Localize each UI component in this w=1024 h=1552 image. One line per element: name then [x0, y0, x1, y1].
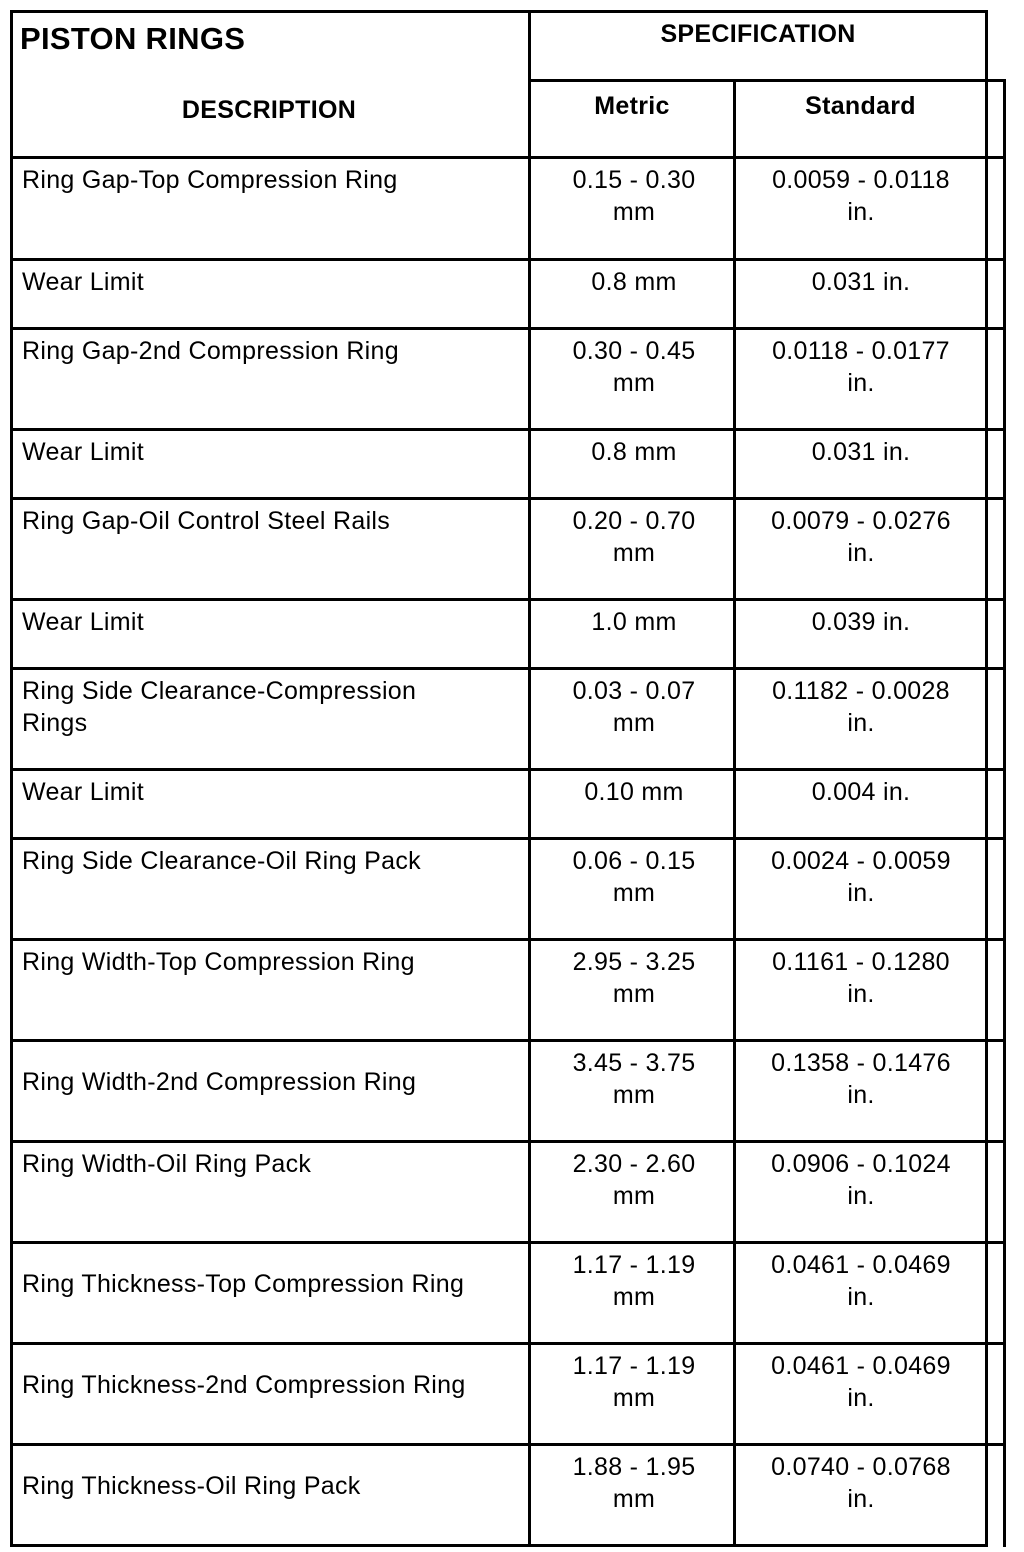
row-description: Ring Gap-Top Compression Ring — [22, 166, 398, 194]
row-standard-value: 0.039 in. — [811, 608, 911, 636]
row-metric-value: 0.15 - 0.30 mm — [572, 166, 696, 226]
table-border-right — [985, 10, 988, 1547]
row-metric-value: 2.30 - 2.60 mm — [572, 1150, 696, 1210]
table-border-bottom — [10, 1544, 988, 1547]
row-description: Wear Limit — [22, 438, 145, 466]
row-divider — [10, 768, 1006, 771]
row-divider — [10, 1443, 1006, 1446]
row-metric-value: 0.8 mm — [591, 268, 677, 296]
row-description: Ring Width-Oil Ring Pack — [22, 1150, 312, 1178]
row-description: Wear Limit — [22, 268, 145, 296]
column-divider-metric — [733, 80, 736, 1547]
row-metric-value: 0.30 - 0.45 mm — [572, 337, 696, 397]
row-divider — [10, 667, 1006, 670]
description-header: DESCRIPTION — [181, 96, 357, 124]
row-metric-value: 0.10 mm — [584, 778, 684, 806]
row-description: Ring Thickness-Oil Ring Pack — [22, 1472, 361, 1500]
row-divider — [10, 497, 1006, 500]
row-description: Ring Gap-2nd Compression Ring — [22, 337, 399, 365]
row-standard-value: 0.0461 - 0.0469 in. — [771, 1352, 951, 1412]
row-standard-value: 0.0740 - 0.0768 in. — [771, 1453, 951, 1513]
row-metric-value: 2.95 - 3.25 mm — [572, 948, 696, 1008]
row-metric-value: 1.0 mm — [591, 608, 677, 636]
row-metric-value: 1.88 - 1.95 mm — [572, 1453, 696, 1513]
row-description: Ring Thickness-Top Compression Ring — [22, 1270, 465, 1298]
row-standard-value: 0.0906 - 0.1024 in. — [771, 1150, 951, 1210]
column-divider-description — [528, 10, 531, 1547]
table-border-left — [10, 10, 13, 1547]
specification-header: SPECIFICATION — [660, 20, 856, 48]
row-standard-value: 0.004 in. — [811, 778, 911, 806]
row-metric-value: 0.06 - 0.15 mm — [572, 847, 696, 907]
row-standard-value: 0.0118 - 0.0177 in. — [772, 337, 950, 397]
row-standard-value: 0.0024 - 0.0059 in. — [771, 847, 951, 907]
row-description: Ring Width-2nd Compression Ring — [22, 1068, 417, 1096]
row-standard-value: 0.0059 - 0.0118 in. — [772, 166, 950, 226]
table-border-right-outer — [1003, 80, 1006, 1547]
piston-rings-spec-table — [10, 10, 1004, 1547]
row-description: Ring Gap-Oil Control Steel Rails — [22, 507, 391, 535]
row-standard-value: 0.0461 - 0.0469 in. — [771, 1251, 951, 1311]
row-description: Wear Limit — [22, 778, 145, 806]
row-divider — [10, 156, 1006, 159]
metric-header: Metric — [594, 92, 670, 120]
row-standard-value: 0.031 in. — [811, 438, 911, 466]
row-metric-value: 3.45 - 3.75 mm — [572, 1049, 696, 1109]
row-divider — [10, 938, 1006, 941]
row-divider — [10, 1241, 1006, 1244]
row-divider — [10, 258, 1006, 261]
row-description: Wear Limit — [22, 608, 145, 636]
row-description: Ring Thickness-2nd Compression Ring — [22, 1371, 466, 1399]
row-metric-value: 0.03 - 0.07 mm — [572, 677, 696, 737]
row-divider — [10, 327, 1006, 330]
row-standard-value: 0.031 in. — [811, 268, 911, 296]
row-metric-value: 1.17 - 1.19 mm — [572, 1352, 696, 1412]
row-divider — [10, 1039, 1006, 1042]
standard-header: Standard — [805, 92, 916, 120]
row-description: Ring Side Clearance-Compression Rings — [22, 677, 417, 737]
row-metric-value: 0.20 - 0.70 mm — [572, 507, 696, 567]
specification-underline — [528, 79, 1006, 82]
row-metric-value: 0.8 mm — [591, 438, 677, 466]
row-description: Ring Width-Top Compression Ring — [22, 948, 415, 976]
table-border-top — [10, 10, 988, 13]
row-standard-value: 0.0079 - 0.0276 in. — [771, 507, 951, 567]
row-description: Ring Side Clearance-Oil Ring Pack — [22, 847, 421, 875]
row-divider — [10, 837, 1006, 840]
row-standard-value: 0.1182 - 0.0028 in. — [772, 677, 950, 737]
row-standard-value: 0.1161 - 0.1280 in. — [772, 948, 950, 1008]
row-divider — [10, 428, 1006, 431]
table-title: PISTON RINGS — [20, 21, 246, 56]
row-divider — [10, 1140, 1006, 1143]
row-metric-value: 1.17 - 1.19 mm — [572, 1251, 696, 1311]
row-divider — [10, 598, 1006, 601]
row-divider — [10, 1342, 1006, 1345]
row-standard-value: 0.1358 - 0.1476 in. — [771, 1049, 951, 1109]
